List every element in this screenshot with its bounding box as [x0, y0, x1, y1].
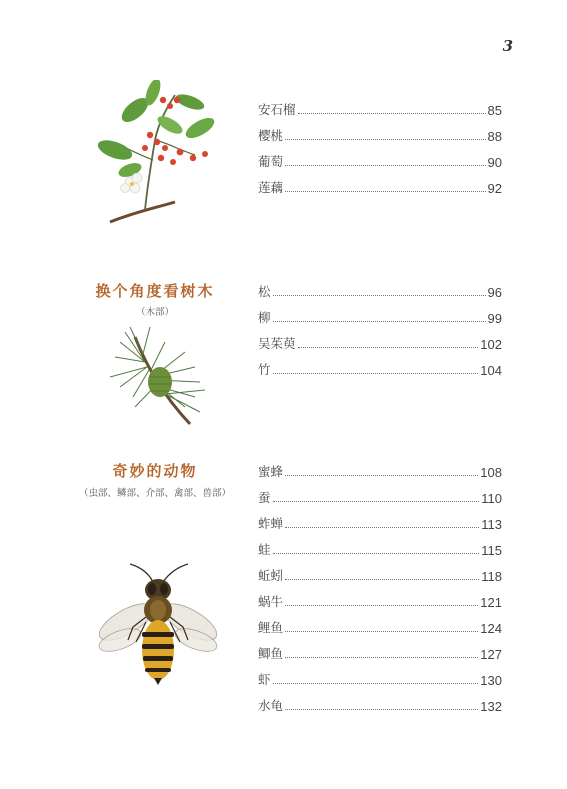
toc-entry-title: 水龟	[258, 698, 284, 713]
toc-entry	[258, 150, 502, 170]
toc-entry-title: 柳	[258, 310, 271, 325]
toc-entry-title: 蚯蚓	[258, 568, 284, 583]
dot-leader	[298, 347, 479, 348]
toc-entry-title: 安石榴	[258, 102, 296, 117]
dot-leader	[285, 605, 478, 606]
toc-entry	[258, 564, 502, 584]
section-title-animals: 奇妙的动物	[112, 462, 198, 480]
toc-entry-title: 鲤鱼	[258, 620, 284, 635]
toc-entry	[258, 694, 502, 714]
toc-entry-page: 92	[487, 181, 502, 196]
toc-entry-title: 鲫鱼	[258, 646, 284, 661]
toc-entry	[258, 176, 502, 196]
section-subtitle-trees: （木部）	[135, 307, 174, 318]
section-title-trees: 换个角度看树木	[95, 282, 215, 300]
dot-leader	[273, 553, 480, 554]
toc-entry-page: 124	[480, 621, 502, 636]
toc-entry-page: 108	[480, 465, 502, 480]
toc-entry-page: 99	[487, 311, 502, 326]
dot-leader	[273, 295, 486, 296]
toc-entry	[258, 460, 502, 480]
toc-entry-title: 蜗牛	[258, 594, 284, 609]
dot-leader	[285, 579, 479, 580]
dot-leader	[298, 113, 486, 114]
dot-leader	[273, 321, 486, 322]
toc-entry-title: 蜜蜂	[258, 464, 284, 479]
toc-entry	[258, 486, 502, 506]
toc-entry-title: 蛙	[258, 542, 271, 557]
toc-entry-page: 104	[480, 363, 502, 378]
toc-entry-title: 葡萄	[258, 154, 284, 169]
dot-leader	[285, 709, 478, 710]
toc-entry	[258, 358, 502, 378]
pine-branch-illustration	[105, 322, 215, 432]
toc-entry-page: 130	[480, 673, 502, 688]
toc-entry-page: 118	[481, 569, 502, 584]
dot-leader	[285, 191, 486, 192]
toc-entry-page: 88	[487, 129, 502, 144]
toc-entry-page: 113	[481, 517, 502, 532]
toc-entry-page: 96	[487, 285, 502, 300]
dot-leader	[285, 475, 478, 476]
bee-illustration	[98, 562, 218, 687]
toc-entry-page: 110	[481, 491, 502, 506]
toc-entry	[258, 280, 502, 300]
dot-leader	[285, 139, 486, 140]
toc-entry	[258, 616, 502, 636]
toc-entry-page: 102	[480, 337, 502, 352]
dot-leader	[285, 631, 478, 632]
dot-leader	[285, 657, 478, 658]
toc-entry	[258, 124, 502, 144]
toc-entry-title: 松	[258, 284, 271, 299]
toc-entry-title: 虾	[258, 672, 271, 687]
toc-entry	[258, 512, 502, 532]
toc-entry	[258, 590, 502, 610]
dot-leader	[285, 527, 479, 528]
dot-leader	[273, 373, 479, 374]
toc-entry-title: 莲藕	[258, 180, 284, 195]
toc-entry-title: 吴茱萸	[258, 336, 296, 351]
toc-entry-title: 蚕	[258, 490, 271, 505]
toc-entry-title: 竹	[258, 362, 271, 377]
page-number: 3	[502, 37, 513, 55]
toc-entry-page: 90	[487, 155, 502, 170]
dot-leader	[285, 165, 486, 166]
toc-entry	[258, 642, 502, 662]
toc-entry	[258, 538, 502, 558]
toc-entry	[258, 332, 502, 352]
toc-entry-page: 115	[481, 543, 502, 558]
toc-entry	[258, 98, 502, 118]
toc-entry-page: 121	[480, 595, 502, 610]
toc-entry	[258, 668, 502, 688]
dot-leader	[273, 683, 479, 684]
toc-entry-title: 樱桃	[258, 128, 284, 143]
toc-entry-page: 132	[480, 699, 502, 714]
toc-entry-title: 蚱蝉	[258, 516, 284, 531]
section-subtitle-animals: （虫部、鳞部、介部、禽部、兽部）	[78, 488, 231, 499]
toc-entry-page: 127	[480, 647, 502, 662]
toc-entry-page: 85	[487, 103, 502, 118]
cherry-branch-illustration	[95, 80, 220, 230]
toc-entry	[258, 306, 502, 326]
dot-leader	[273, 501, 480, 502]
